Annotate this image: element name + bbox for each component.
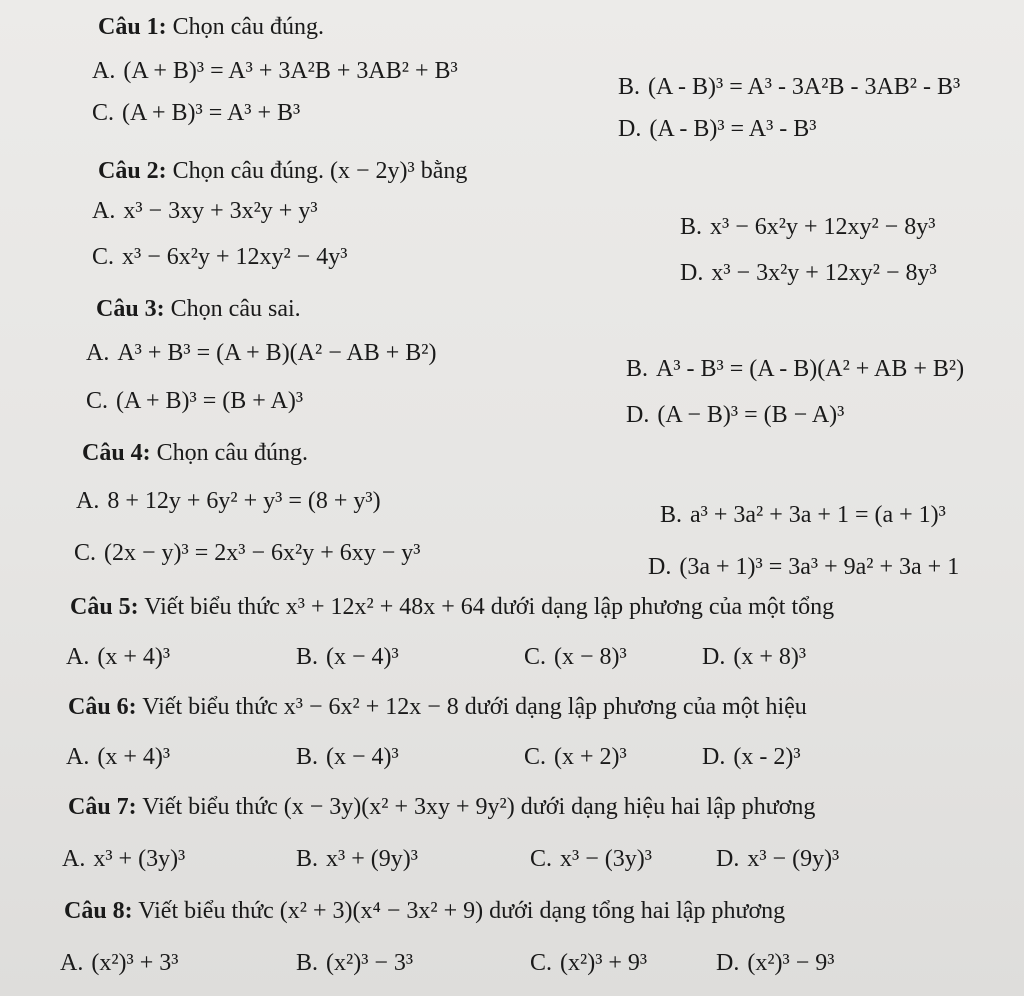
q8-option-a [60,950,178,977]
option-text: (x + 4)³ [97,644,171,670]
question-prompt: Chọn câu đúng. (x − 2y)³ bằng [172,158,468,184]
option-label: C. [530,846,553,872]
q1-option-d [618,116,816,143]
option-label: C. [74,540,97,566]
option-text: x³ + (3y)³ [93,846,186,872]
q5-option-a [66,644,170,671]
option-label: B. [296,846,319,872]
q6-option-b [296,744,399,771]
option-text: (x²)³ + 9³ [560,950,648,976]
option-label: D. [702,744,726,770]
option-label: D. [716,950,740,976]
option-label: C. [92,244,115,270]
q5-option-b [296,644,399,671]
option-label: C. [530,950,553,976]
q8-option-d [716,950,834,977]
option-text: (A + B)³ = (B + A)³ [116,388,304,414]
question-title: Câu 1: [98,14,167,40]
option-text: (x²)³ + 3³ [91,950,179,976]
option-text: (A − B)³ = (B − A)³ [657,402,845,428]
question-title: Câu 2: [98,158,167,184]
option-text: x³ − (3y)³ [560,846,652,872]
option-label: A. [92,58,116,84]
q6-option-a [66,744,170,771]
option-text: (x − 4)³ [326,644,399,670]
question-title: Câu 8: [64,898,133,924]
option-label: B. [296,950,319,976]
option-text: (A + B)³ = A³ + B³ [122,100,301,126]
option-text: (x²)³ − 3³ [326,950,414,976]
q4-option-c [74,540,420,567]
option-text: (x − 8)³ [554,644,627,670]
q6-option-c [524,744,627,771]
q7-option-d [716,846,839,873]
question-title: Câu 5: [70,594,139,620]
option-label: C. [524,644,547,670]
question-1-heading [98,14,324,41]
option-label: B. [618,74,641,100]
option-text: 8 + 12y + 6y² + y³ = (8 + y³) [107,488,381,514]
option-text: x³ − (9y)³ [747,846,840,872]
q7-option-b [296,846,418,873]
question-4-heading [82,440,308,467]
option-text: (A - B)³ = A³ - 3A²B - 3AB² - B³ [648,74,961,100]
q5-option-d [702,644,806,671]
option-label: B. [680,214,703,240]
option-text: (x + 2)³ [554,744,627,770]
q2-option-c [92,244,347,271]
q3-option-b [626,356,964,383]
q8-option-b [296,950,413,977]
option-label: A. [92,198,116,224]
option-text: A³ - B³ = (A - B)(A² + AB + B²) [656,356,965,382]
option-text: x³ + (9y)³ [326,846,418,872]
q6-option-d [702,744,801,771]
q3-option-c [86,388,303,415]
option-text: (x + 4)³ [97,744,171,770]
question-title: Câu 6: [68,694,137,720]
option-text: A³ + B³ = (A + B)(A² − AB + B²) [117,340,437,366]
option-text: a³ + 3a² + 3a + 1 = (a + 1)³ [690,502,946,528]
question-2-heading [98,158,467,185]
option-label: B. [296,744,319,770]
q2-option-d [680,260,937,287]
option-text: (2x − y)³ = 2x³ − 6x²y + 6xy − y³ [104,540,421,566]
question-prompt: Chọn câu đúng. [156,440,308,466]
option-label: A. [62,846,86,872]
option-label: D. [680,260,704,286]
q5-option-c [524,644,627,671]
option-label: D. [648,554,672,580]
option-label: B. [296,644,319,670]
q4-option-d [648,554,959,581]
question-title: Câu 7: [68,794,137,820]
question-5-heading [70,594,834,621]
option-text: (x²)³ − 9³ [747,950,835,976]
q4-option-a [76,488,381,515]
option-label: D. [626,402,650,428]
option-label: D. [618,116,642,142]
option-label: C. [86,388,109,414]
option-label: A. [76,488,100,514]
question-prompt: Viết biểu thức x³ − 6x² + 12x − 8 dưới dạng lập phương của một hiệu [142,694,807,720]
option-text: (x + 8)³ [733,644,807,670]
option-label: D. [702,644,726,670]
question-8-heading [64,898,785,925]
option-label: A. [66,744,90,770]
option-label: C. [524,744,547,770]
q8-option-c [530,950,647,977]
q1-option-a [92,58,458,85]
q3-option-d [626,402,844,429]
q2-option-b [680,214,935,241]
option-text: (A + B)³ = A³ + 3A²B + 3AB² + B³ [123,58,458,84]
q2-option-a [92,198,318,225]
option-label: C. [92,100,115,126]
option-label: B. [626,356,649,382]
option-label: A. [86,340,110,366]
question-prompt: Chọn câu sai. [170,296,301,322]
option-text: (3a + 1)³ = 3a³ + 9a² + 3a + 1 [679,554,960,580]
q7-option-c [530,846,652,873]
option-text: (x − 4)³ [326,744,399,770]
question-title: Câu 3: [96,296,165,322]
option-text: (x - 2)³ [733,744,801,770]
question-prompt: Viết biểu thức (x − 3y)(x² + 3xy + 9y²) dưới dạng hiệu hai lập phương [142,794,816,820]
question-7-heading [68,794,815,821]
q1-option-b [618,74,960,101]
option-label: A. [60,950,84,976]
option-label: B. [660,502,683,528]
option-text: x³ − 6x²y + 12xy² − 8y³ [710,214,936,240]
question-3-heading [96,296,301,323]
q3-option-a [86,340,436,367]
question-prompt: Viết biểu thức (x² + 3)(x⁴ − 3x² + 9) dưới dạng tổng hai lập phương [138,898,786,924]
option-label: D. [716,846,740,872]
option-label: A. [66,644,90,670]
option-text: x³ − 3x²y + 12xy² − 8y³ [711,260,937,286]
question-6-heading [68,694,807,721]
question-title: Câu 4: [82,440,151,466]
question-prompt: Viết biểu thức x³ + 12x² + 48x + 64 dưới dạng lập phương của một tổng [144,594,835,620]
option-text: x³ − 6x²y + 12xy² − 4y³ [122,244,348,270]
q7-option-a [62,846,185,873]
option-text: x³ − 3xy + 3x²y + y³ [123,198,318,224]
question-prompt: Chọn câu đúng. [172,14,324,40]
q1-option-c [92,100,300,127]
q4-option-b [660,502,946,529]
option-text: (A - B)³ = A³ - B³ [649,116,817,142]
